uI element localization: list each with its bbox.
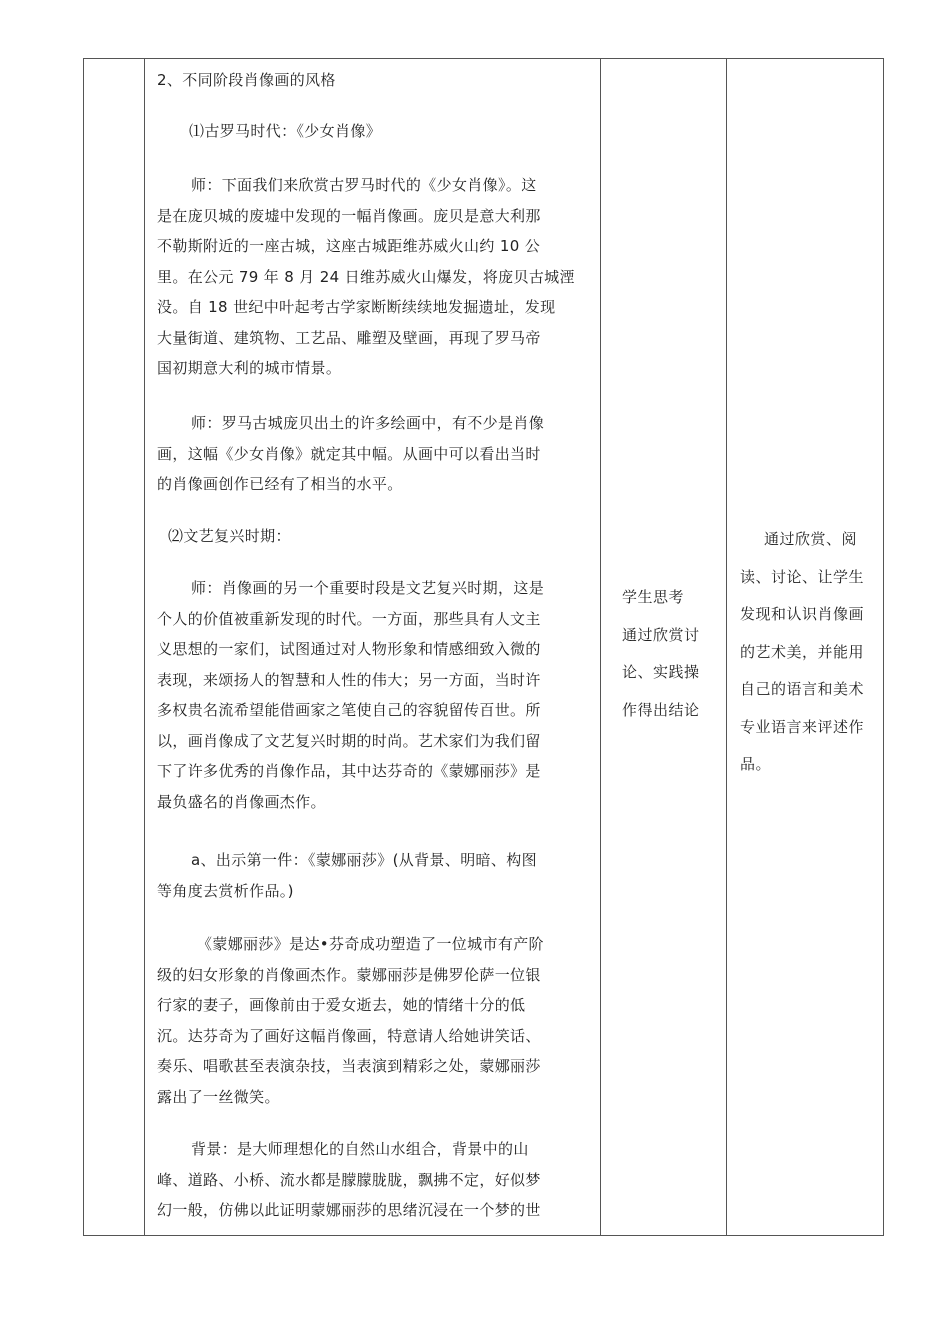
- paragraph-line: 大量街道、建筑物、工艺品、雕塑及壁画，再现了罗马帝: [157, 328, 541, 347]
- paragraph-line: a、出示第一件：《蒙娜丽莎》(从背景、明暗、构图: [191, 851, 537, 869]
- student-line: 论、实践操: [622, 663, 700, 681]
- paragraph-line: 等角度去赏析作品。): [157, 881, 294, 900]
- paragraph-line: 沉。达芬奇为了画好这幅肖像画，特意请人给她讲笑话、: [157, 1026, 541, 1045]
- paragraph-renaissance: [157, 573, 598, 817]
- paragraph-line: 里。在公元 79 年 8 月 24 日维苏威火山爆发，将庞贝古城湮: [157, 267, 575, 286]
- section-heading: [157, 65, 598, 96]
- student-line: 学生思考: [622, 588, 685, 606]
- paragraph-line: 画，这幅《少女肖像》就定其中幅。从画中可以看出当时: [157, 444, 541, 463]
- paragraph-line: 表现，来颂扬人的智慧和人性的伟大；另一方面，当时许: [157, 670, 541, 689]
- paragraph-line: 不勒斯附近的一座古城，这座古城距维苏威火山约 10 公: [157, 237, 541, 255]
- intent-line: 发现和认识肖像画: [740, 605, 865, 623]
- paragraph-line: 没。自 18 世纪中叶起考古学家断断续续地发掘遗址，发现: [157, 298, 556, 316]
- student-line: 作得出结论: [622, 700, 700, 719]
- paragraph-background: [157, 1134, 598, 1226]
- subsection-title: ⑵文艺复兴时期：: [168, 527, 291, 545]
- paragraph-line: 背景：是大师理想化的自然山水组合，背景中的山: [191, 1140, 529, 1158]
- paragraph-line: 行家的妻子，画像前由于爱女逝去，她的情绪十分的低: [157, 996, 526, 1014]
- paragraph-line: 奏乐、唱歌甚至表演杂技，当表演到精彩之处，蒙娜丽莎: [157, 1057, 541, 1075]
- paragraph-line: 的肖像画创作已经有了相当的水平。: [157, 475, 403, 493]
- paragraph-line: 级的妇女形象的肖像画杰作。蒙娜丽莎是佛罗伦萨一位银: [157, 965, 541, 984]
- paragraph-line: 义思想的一家们，试图通过对人物形象和情感细致入微的: [157, 640, 541, 658]
- paragraph-line: 以，画肖像成了文艺复兴时期的时尚。艺术家们为我们留: [157, 731, 541, 750]
- intent-line: 通过欣赏、阅: [764, 530, 858, 548]
- heading-text: 2、不同阶段肖像画的风格: [157, 71, 336, 89]
- paragraph-line: 国初期意大利的城市情景。: [157, 359, 342, 377]
- design-intent-cell: [726, 59, 884, 1235]
- student-activity-text: [622, 579, 700, 729]
- student-line: 通过欣赏讨: [622, 625, 700, 644]
- lesson-table: [83, 58, 884, 1236]
- paragraph-line: 师：下面我们来欣赏古罗马时代的《少女肖像》。这: [191, 176, 537, 194]
- paragraph-line: 《蒙娜丽莎》是达•芬奇成功塑造了一位城市有产阶: [197, 935, 544, 953]
- intent-line: 读、讨论、让学生: [740, 567, 865, 586]
- intent-line: 的艺术美，并能用: [740, 642, 865, 661]
- paragraph-first-work: [157, 845, 598, 906]
- paragraph-line: 师：肖像画的另一个重要时段是文艺复兴时期，这是: [191, 579, 545, 597]
- paragraph-line: 师：罗马古城庞贝出土的许多绘画中，有不少是肖像: [191, 414, 545, 432]
- student-activity-cell: [600, 59, 726, 1235]
- paragraph-line: 最负盛名的肖像画杰作。: [157, 792, 326, 811]
- subsection-title: ⑴古罗马时代：《少女肖像》: [189, 122, 382, 140]
- intent-line: 品。: [740, 755, 772, 773]
- paragraph-rome-portrait: [157, 408, 598, 500]
- teaching-content-cell: [144, 59, 600, 1235]
- intent-line: 自己的语言和美术: [740, 680, 865, 698]
- paragraph-mona-lisa: [157, 929, 598, 1112]
- subsection-renaissance: [168, 521, 598, 552]
- paragraph-rome-intro: [157, 170, 598, 384]
- design-intent-text: [740, 521, 864, 784]
- paragraph-line: 下了许多优秀的肖像作品，其中达芬奇的《蒙娜丽莎》是: [157, 762, 541, 780]
- paragraph-line: 多权贵名流希望能借画家之笔使自己的容貌留传百世。所: [157, 701, 541, 719]
- subsection-rome: [189, 116, 598, 147]
- paragraph-line: 幻一般，仿佛以此证明蒙娜丽莎的思绪沉浸在一个梦的世: [157, 1201, 541, 1219]
- paragraph-line: 露出了一丝微笑。: [157, 1087, 280, 1106]
- paragraph-line: 个人的价值被重新发现的时代。一方面，那些具有人文主: [157, 609, 541, 628]
- paragraph-line: 峰、道路、小桥、流水都是朦朦胧胧，飘拂不定，好似梦: [157, 1170, 541, 1189]
- intent-line: 专业语言来评述作: [740, 717, 865, 736]
- paragraph-line: 是在庞贝城的废墟中发现的一幅肖像画。庞贝是意大利那: [157, 206, 541, 225]
